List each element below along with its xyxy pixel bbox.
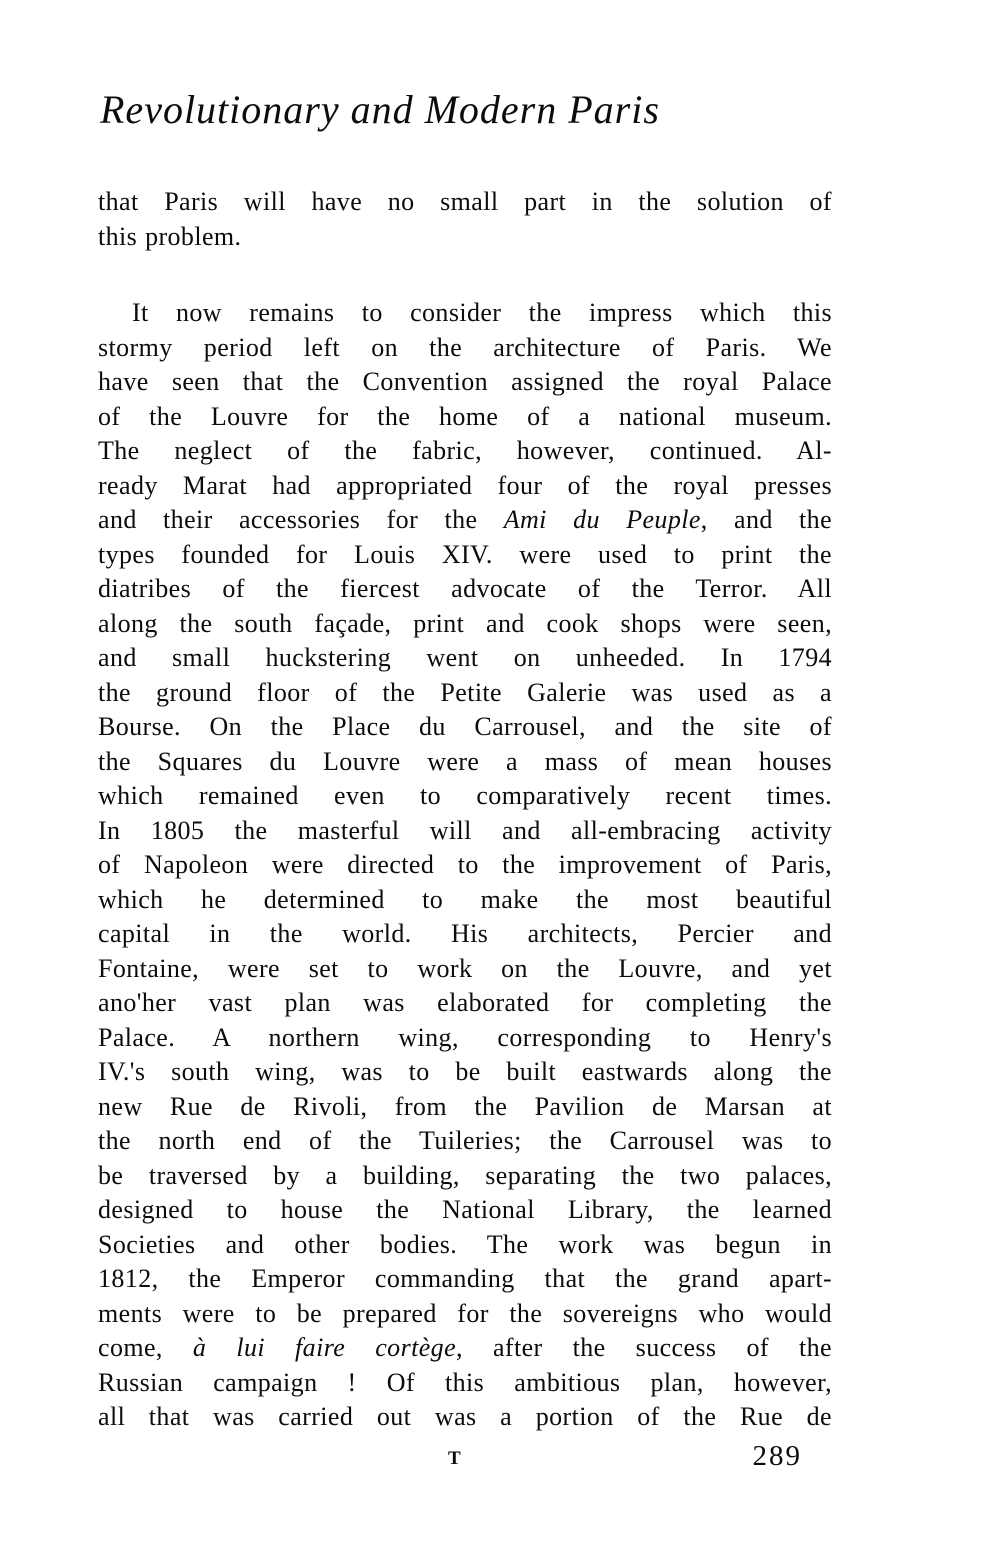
text-line [98,296,832,331]
text-segment: the Squares du Louvre were a mass of mean houses [98,746,832,776]
text-line [98,331,832,366]
text-segment: 1812, the Emperor commanding that the grand apart- [98,1264,832,1293]
signature-mark: T [448,1447,462,1469]
text-line [98,220,832,255]
text-line [98,607,832,642]
text-line [98,1400,832,1435]
text-segment: Russian campaign ! Of this ambitious plan, however, [98,1367,832,1397]
text-line [98,1193,832,1228]
text-column [98,85,832,1486]
text-segment: be traversed by a building, separating the two palaces, [98,1160,832,1190]
text-segment: ready Marat had appropriated four of the royal presses [98,470,832,500]
text-segment: that Paris will have no small part in the solution of [98,187,832,216]
text-segment: and small huckstering went on unheeded. In 1794 [98,643,832,672]
page-footer [98,1440,832,1486]
text-segment: all that was carried out was a portion of the Rue de [98,1402,832,1431]
text-line [98,1159,832,1194]
text-segment: IV.'s south wing, was to be built eastwards along the [98,1057,832,1086]
text-line [98,848,832,883]
text-line [98,434,832,469]
text-segment: the ground floor of the Petite Galerie was used as a [98,677,832,707]
text-line [98,503,832,538]
text-segment: ments were to be prepared for the sovereigns who would [98,1298,832,1328]
paragraph [98,296,832,1435]
text-segment: , after the success of the [456,1333,832,1362]
text-segment: the north end of the Tuileries; the Carrousel was to [98,1126,832,1155]
text-segment: diatribes of the fiercest advocate of the Terror. All [98,574,832,603]
text-line [98,572,832,607]
text-segment: along the south façade, print and cook shops were seen, [98,608,832,638]
text-line [98,1366,832,1401]
text-segment: Bourse. On the Place du Carrousel, and the site of [98,712,832,741]
text-line [98,1228,832,1263]
text-segment: and their accessories for the [98,505,504,534]
text-segment: Palace. A northern wing, corresponding to Henry's [98,1022,832,1052]
text-segment: of Napoleon were directed to the improvement of Paris, [98,850,832,879]
text-line [98,400,832,435]
text-line [98,779,832,814]
text-line [98,917,832,952]
text-line [98,986,832,1021]
text-line [98,676,832,711]
text-line [98,1090,832,1125]
italic-phrase: à lui faire cortège [192,1333,457,1362]
text-line [98,883,832,918]
text-segment: The neglect of the fabric, however, continued. Al- [98,436,832,465]
text-line [98,1124,832,1159]
italic-phrase: Ami du Peuple [503,505,701,534]
text-line [98,1331,832,1366]
running-head-title: Revolutionary and Modern Paris [100,87,660,132]
text-segment: Fontaine, were set to work on the Louvre, and yet [98,953,832,983]
text-line [98,710,832,745]
text-line [98,365,832,400]
text-segment: capital in the world. His architects, Percier and [98,919,832,948]
text-line [98,745,832,780]
text-segment: ano'her vast plan was elaborated for completing the [98,988,832,1017]
text-segment: types founded for Louis XIV. were used to print the [98,539,832,569]
text-line [98,641,832,676]
text-line [98,185,832,220]
text-segment: Societies and other bodies. The work was begun in [98,1229,832,1259]
text-line [98,1262,832,1297]
paragraph [98,185,832,254]
text-segment: stormy period left on the architecture of Paris. We [98,332,832,362]
text-segment: It now remains to consider the impress which this [132,298,832,327]
text-line [98,1021,832,1056]
text-segment: this problem. [98,221,242,251]
body-text [98,185,832,1435]
text-line [98,1055,832,1090]
text-segment: , and the [700,505,833,534]
text-segment: of the Louvre for the home of a national museum. [98,401,832,431]
text-segment: which he determined to make the most beautiful [98,884,832,914]
text-segment: new Rue de Rivoli, from the Pavilion de Marsan at [98,1091,832,1121]
text-segment: have seen that the Convention assigned the royal Palace [98,367,832,396]
text-line [98,469,832,504]
text-segment: come, [98,1333,193,1362]
text-line [98,1297,832,1332]
text-segment: In 1805 the masterful will and all-embracing activity [98,815,832,845]
text-line [98,538,832,573]
text-segment: which remained even to comparatively recent times. [98,781,832,810]
text-line [98,814,832,849]
text-segment: designed to house the National Library, the learned [98,1195,832,1224]
page-number: 289 [752,1439,802,1472]
text-line [98,952,832,987]
